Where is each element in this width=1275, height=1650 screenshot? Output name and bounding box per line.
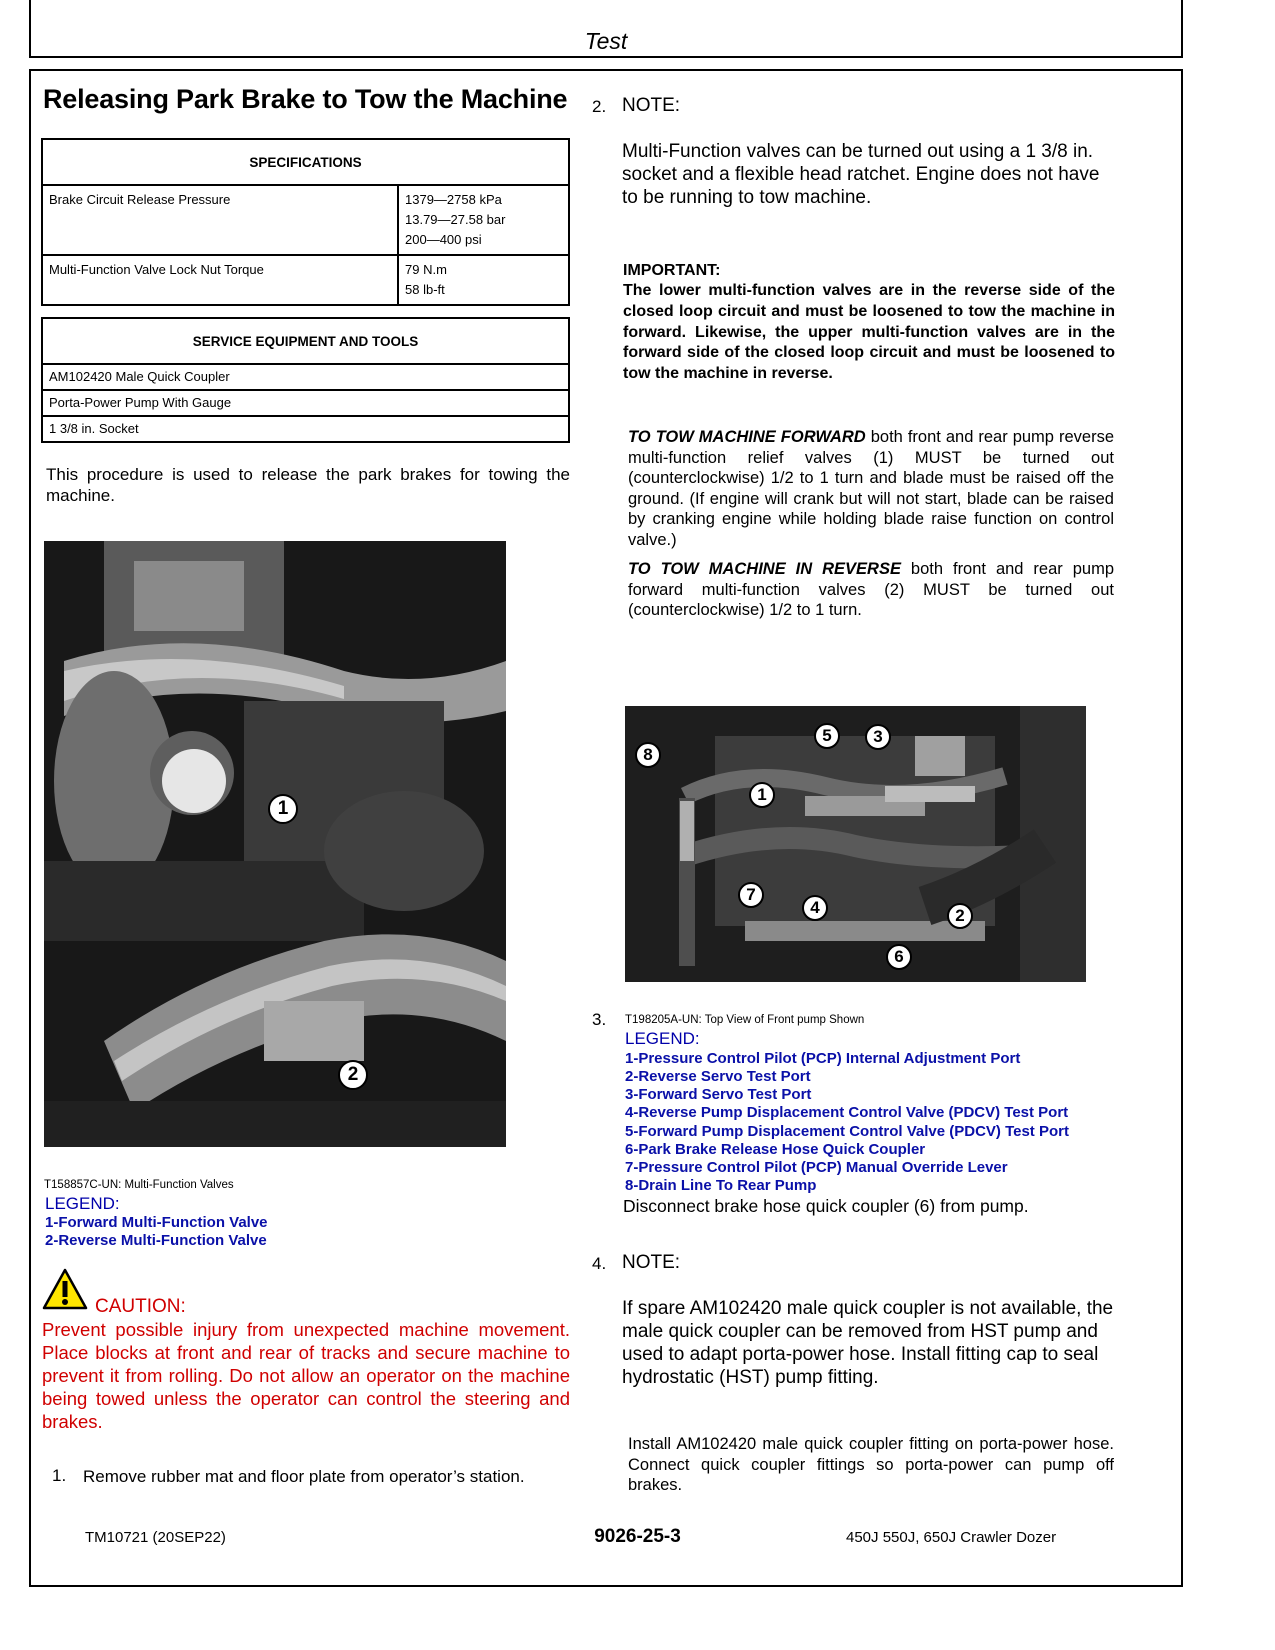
callout-1: 1 bbox=[749, 782, 775, 808]
callout-4: 4 bbox=[802, 895, 828, 921]
note-title: NOTE: bbox=[622, 95, 681, 116]
legend-item: 6-Park Brake Release Hose Quick Coupler bbox=[625, 1141, 926, 1158]
tow-reverse-text bbox=[628, 559, 1114, 621]
callout-1: 1 bbox=[268, 794, 298, 824]
callout-2: 2 bbox=[947, 903, 973, 929]
step-number: 2. bbox=[592, 97, 607, 116]
legend-item: 5-Forward Pump Displacement Control Valve (PDCV) Test Port bbox=[625, 1123, 1069, 1140]
spec-value-line: 13.79—27.58 bar bbox=[405, 212, 506, 227]
tool-item: AM102420 Male Quick Coupler bbox=[42, 364, 569, 390]
spec-value bbox=[398, 255, 569, 305]
spec-value-line: 1379—2758 kPa bbox=[405, 192, 502, 207]
callout-3: 3 bbox=[865, 724, 891, 750]
caution-text: Prevent possible injury from unexpected machine movement. Place blocks at front and rear of tracks and secure machine to prevent it from rolling. Do not allow an operator on the machine being towed unless the operator can control the steering and brakes. bbox=[42, 1319, 570, 1432]
step1-text: Remove rubber mat and floor plate from operator’s station. bbox=[83, 1467, 525, 1486]
tow-reverse-body: both front and rear pump forward multi-function valves (2) MUST be turned out (counterclockwise) 1/2 to 1 turn. bbox=[628, 560, 1114, 619]
spec-value-line: 79 N.m bbox=[405, 262, 447, 277]
figure1-legend-title: LEGEND: bbox=[45, 1194, 120, 1213]
tow-forward-lead: TO TOW MACHINE FORWARD bbox=[628, 428, 866, 446]
spec-value-line: 58 lb-ft bbox=[405, 282, 445, 297]
legend-item: 1-Pressure Control Pilot (PCP) Internal Adjustment Port bbox=[625, 1050, 1021, 1067]
page-title: Releasing Park Brake to Tow the Machine bbox=[43, 84, 568, 114]
legend-item: 2-Reverse Servo Test Port bbox=[625, 1068, 811, 1085]
spec-name: Multi-Function Valve Lock Nut Torque bbox=[42, 255, 398, 305]
legend-item: 7-Pressure Control Pilot (PCP) Manual Override Lever bbox=[625, 1159, 1008, 1176]
step4-text: Install AM102420 male quick coupler fitting on porta-power hose. Connect quick coupler fittings so porta-power can pump off brakes. bbox=[628, 1435, 1114, 1494]
legend-item: 1-Forward Multi-Function Valve bbox=[45, 1214, 268, 1231]
step-number: 4. bbox=[592, 1254, 607, 1273]
tools-heading: SERVICE EQUIPMENT AND TOOLS bbox=[42, 318, 569, 364]
note-title: NOTE: bbox=[622, 1252, 681, 1273]
tool-item: Porta-Power Pump With Gauge bbox=[42, 390, 569, 416]
specifications-heading: SPECIFICATIONS bbox=[42, 139, 569, 185]
caution-title: CAUTION: bbox=[95, 1296, 186, 1317]
header-title: Test bbox=[584, 28, 628, 54]
footer-left: TM10721 (20SEP22) bbox=[85, 1529, 226, 1546]
note-text: If spare AM102420 male quick coupler is not available, the male quick coupler can be removed from HST pump and used to adapt porta-power hose. Install fitting cap to seal hydrostatic (HST) pump fitting. bbox=[622, 1298, 1114, 1388]
step-number: 1. bbox=[52, 1466, 67, 1485]
footer-page-number: 9026-25-3 bbox=[594, 1526, 681, 1547]
callout-6: 6 bbox=[886, 944, 912, 970]
tools-table bbox=[41, 317, 570, 443]
step-number: 3. bbox=[592, 1010, 607, 1029]
note-text: Multi-Function valves can be turned out using a 1 3/8 in. socket and a flexible head ratchet. Engine does not have to be running to tow machine. bbox=[622, 141, 1100, 208]
tow-reverse-lead: TO TOW MACHINE IN REVERSE bbox=[628, 560, 901, 578]
figure1-caption: T158857C-UN: Multi-Function Valves bbox=[44, 1179, 234, 1191]
legend-item: 2-Reverse Multi-Function Valve bbox=[45, 1232, 267, 1249]
callout-8: 8 bbox=[635, 742, 661, 768]
valves-photo-art bbox=[44, 541, 506, 1147]
spec-name: Brake Circuit Release Pressure bbox=[42, 185, 398, 255]
figure2-caption: T198205A-UN: Top View of Front pump Shown bbox=[625, 1014, 865, 1026]
legend-item: 4-Reverse Pump Displacement Control Valve (PDCV) Test Port bbox=[625, 1104, 1069, 1121]
callout-2: 2 bbox=[338, 1060, 368, 1090]
spec-value-line: 200—400 psi bbox=[405, 232, 482, 247]
callout-5: 5 bbox=[814, 723, 840, 749]
intro-text: This procedure is used to release the park brakes for towing the machine. bbox=[46, 465, 570, 505]
warning-icon bbox=[42, 1268, 88, 1310]
page-header bbox=[29, 0, 1183, 58]
spec-value bbox=[398, 185, 569, 255]
callout-7: 7 bbox=[738, 882, 764, 908]
tool-item: 1 3/8 in. Socket bbox=[42, 416, 569, 442]
pump-photo-art bbox=[625, 706, 1086, 982]
multi-function-valves-photo bbox=[44, 541, 506, 1147]
tow-forward-body: both front and rear pump reverse multi-function relief valves (1) MUST be turned out (counterclockwise) 1/2 to 1 turn and blade must be raised off the ground. (If engine will crank but will not start, blade can be raised by cranking engine while holding blade raise function on control valve.) bbox=[628, 428, 1114, 549]
tow-forward-text bbox=[628, 427, 1114, 550]
footer-right: 450J 550J, 650J Crawler Dozer bbox=[846, 1529, 1057, 1546]
important-text: The lower multi-function valves are in the reverse side of the closed loop circuit and must be loosened to tow the machine in forward. Likewise, the upper multi-function valves are in the forward side of the closed loop circuit and must be loosened to tow the machine in reverse. bbox=[623, 282, 1115, 383]
figure2-legend-title: LEGEND: bbox=[625, 1029, 700, 1048]
specifications-table bbox=[41, 138, 570, 306]
front-pump-photo bbox=[625, 706, 1086, 982]
legend-item: 8-Drain Line To Rear Pump bbox=[625, 1177, 817, 1194]
step3-text: Disconnect brake hose quick coupler (6) from pump. bbox=[623, 1196, 1029, 1216]
important-title: IMPORTANT: bbox=[623, 262, 721, 279]
legend-item: 3-Forward Servo Test Port bbox=[625, 1086, 812, 1103]
